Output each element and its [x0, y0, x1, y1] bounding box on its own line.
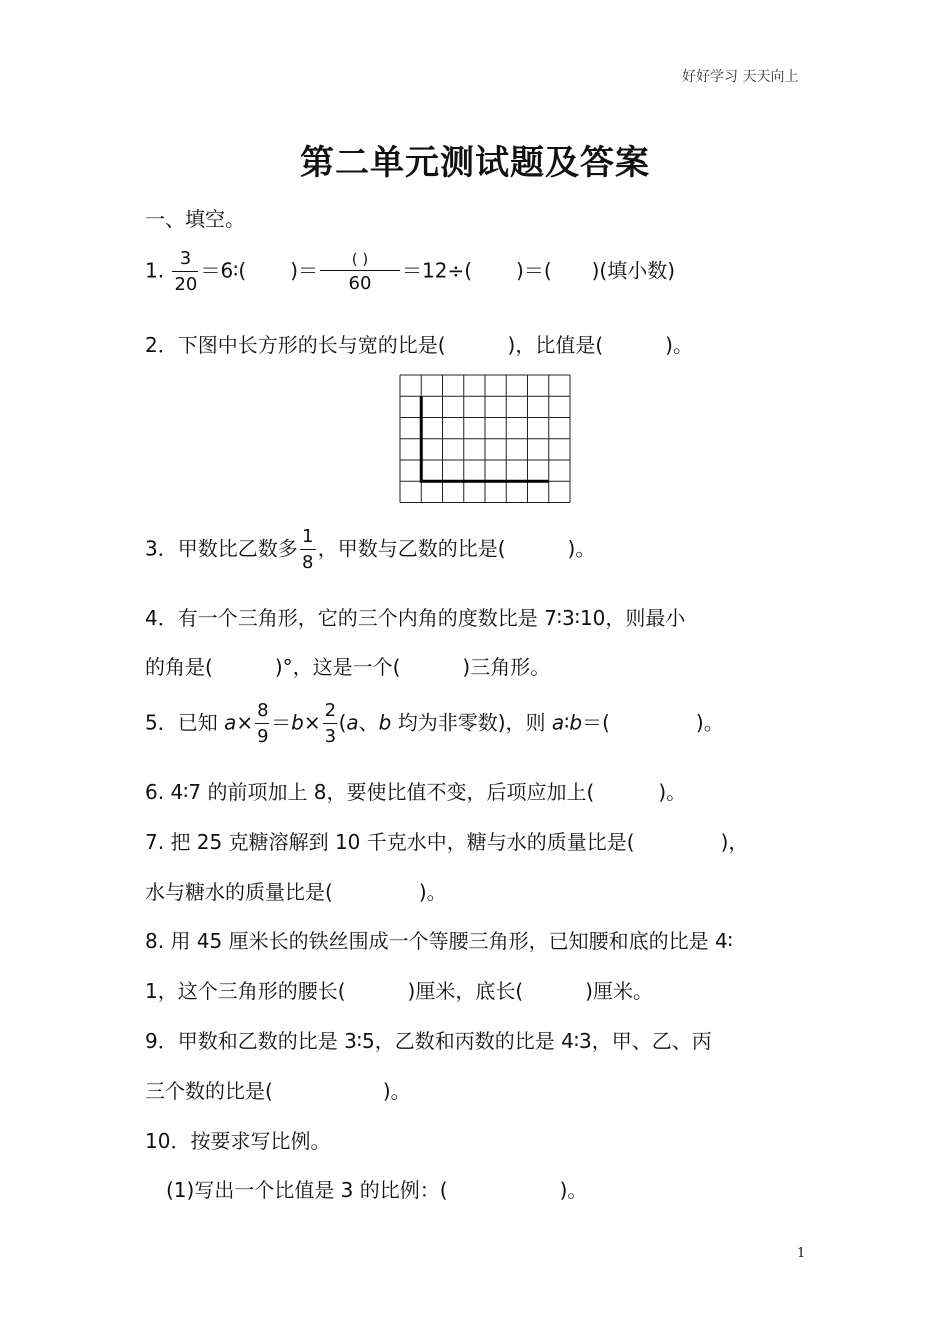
fraction: $\frac{2}{3}$ [324, 700, 337, 747]
question-9-line-1: 9．甲数和乙数的比是 3∶5，乙数和丙数的比是 4∶3，甲、乙、丙 [145, 1029, 712, 1053]
question-3: 3．甲数比乙数多 $\frac{1}{8}$ ，甲数与乙数的比是( )。 [145, 526, 596, 573]
fraction: $\frac{8}{9}$ [257, 700, 269, 747]
header-note: 好好学习 天天向上 [682, 69, 799, 85]
question-4-line-1: 4．有一个三角形，它的三个内角的度数比是 7∶3∶10，则最小 [145, 606, 686, 630]
fraction: $\frac{3}{20}$ [174, 248, 198, 295]
fraction: $\frac{1}{8}$ [300, 528, 316, 572]
page-title: 第二单元测试题及答案 [300, 143, 650, 183]
question-2: 2．下图中长方形的长与宽的比是( )，比值是( )。 [145, 333, 693, 357]
question-8-line-2: 1，这个三角形的腰长( )厘米，底长( )厘米。 [145, 979, 653, 1003]
section-heading: 一、填空。 [145, 207, 245, 231]
question-4-line-2: 的角是( )°，这是一个( )三角形。 [145, 655, 551, 679]
question-8-line-1: 8. 用 45 厘米长的铁丝围成一个等腰三角形，已知腰和底的比是 4∶ [145, 929, 733, 953]
question-10-title: 10．按要求写比例。 [145, 1129, 331, 1153]
grid-figure [399, 374, 573, 508]
question-10-sub-1: (1)写出一个比值是 3 的比例：( )。 [166, 1178, 588, 1202]
question-5: 5．已知 a× $\frac{8}{9}$ ＝b× $\frac{2}{3}$ (a、b 均为非零数)，则 a∶b＝( )。 [145, 700, 724, 747]
question-6: 6. 4∶7 的前项加上 8，要使比值不变，后项应加上( )。 [145, 780, 687, 804]
grid-svg [399, 374, 573, 504]
question-1: 1. $\frac{3}{20}$ ＝6∶( )＝ $\frac{( )}{60}$ ＝12÷( )＝( )(填小数) [145, 248, 676, 295]
question-7-line-1: 7. 把 25 克糖溶解到 10 千克水中，糖与水的质量比是( )， [145, 830, 749, 854]
page-number: 1 [797, 1246, 806, 1261]
fraction: $\frac{( )}{60}$ [320, 252, 400, 293]
question-9-line-2: 三个数的比是( )。 [145, 1079, 411, 1103]
question-7-line-2: 水与糖水的质量比是( )。 [145, 880, 447, 904]
